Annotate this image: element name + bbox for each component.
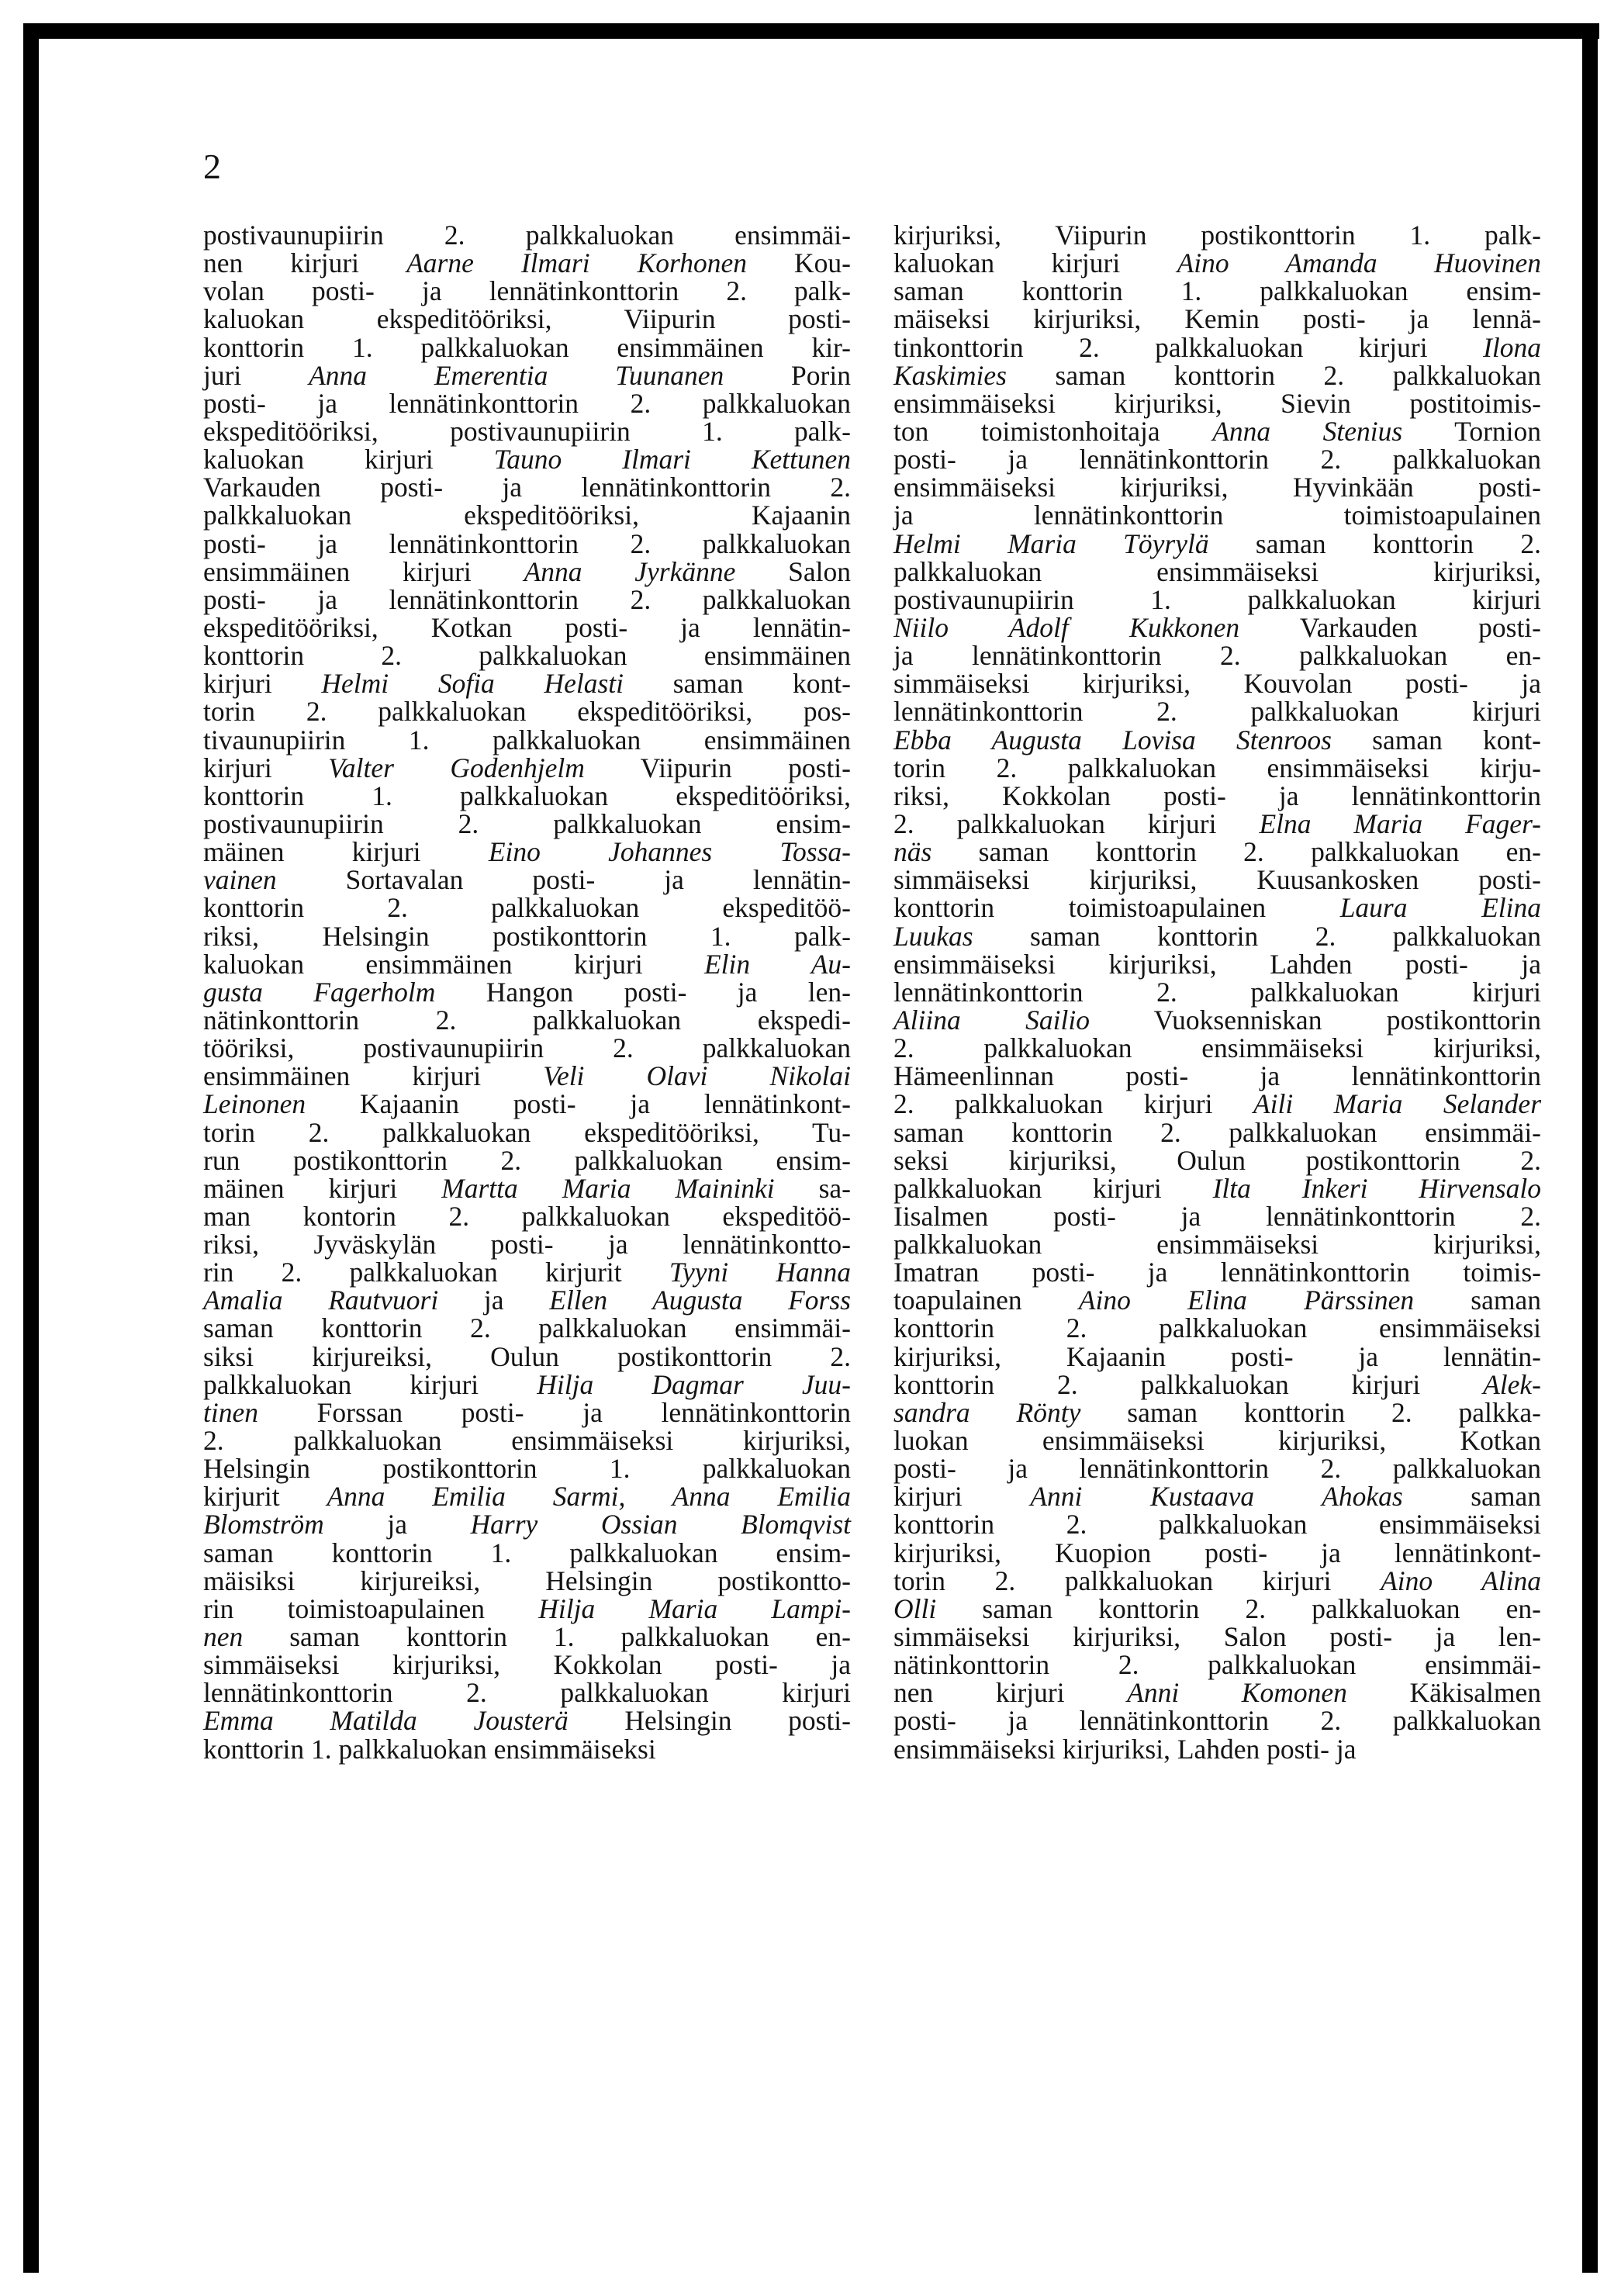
text-line: [893, 361, 1541, 389]
italic-name: Elna Maria Fager-: [1259, 807, 1541, 839]
text-line: [203, 389, 851, 417]
text-run: ekspeditööriksi, Kotkan posti- ja lennätin-: [203, 611, 851, 643]
text-run: kirjuriksi, Kajaanin posti- ja lennätin-: [893, 1340, 1541, 1372]
text-line: [893, 754, 1541, 782]
text-run: luokan ensimmäiseksi kirjuriksi, Kotkan: [893, 1425, 1541, 1457]
text-run: Imatran posti- ja lennätinkonttorin toimis-: [893, 1257, 1541, 1288]
text-run: run postikonttorin 2. palkkaluokan ensim-: [203, 1144, 851, 1176]
text-line: [203, 1034, 851, 1062]
text-run: Kajaanin posti- ja lennätinkont-: [306, 1088, 851, 1120]
italic-name: Emma Matilda Jousterä: [203, 1705, 569, 1737]
text-line: [203, 1623, 851, 1651]
text-line: [203, 1340, 851, 1372]
text-run: posti- ja lennätinkonttorin 2. palkkaluokan: [893, 444, 1541, 475]
text-run: saman konttorin 2. palkkaluokan: [973, 920, 1541, 952]
text-run: kirjurit: [203, 1481, 327, 1513]
text-line: [893, 331, 1541, 363]
text-run: ensimmäiseksi kirjuriksi, Lahden posti- ja: [893, 1733, 1357, 1765]
text-run: Käkisalmen: [1346, 1677, 1541, 1709]
text-run: seksi kirjuriksi, Oulun postikonttorin 2.: [893, 1144, 1541, 1176]
text-line: [203, 1258, 851, 1286]
text-run: mäinen kirjuri: [203, 1172, 442, 1204]
text-line: [203, 1677, 851, 1709]
text-line: [203, 978, 851, 1006]
text-line: [203, 866, 851, 894]
text-line: [203, 922, 851, 950]
text-run: Kou-: [747, 247, 851, 279]
italic-name: Anna Stenius: [1212, 415, 1403, 447]
text-run: saman kont-: [624, 668, 851, 700]
text-line: [893, 1396, 1542, 1428]
text-run: ensimmäinen kirjuri: [203, 555, 524, 587]
text-run: riksi, Helsingin postikonttorin 1. palk-: [203, 920, 851, 952]
text-line: [893, 1539, 1541, 1567]
text-line: [203, 1510, 851, 1538]
text-line: [203, 1735, 851, 1763]
text-run: saman konttorin 1. palkkaluokan en-: [243, 1621, 851, 1653]
text-run: saman konttorin 2. palkkaluokan: [1006, 359, 1541, 391]
text-line: [203, 1286, 851, 1314]
text-line: [893, 1677, 1541, 1709]
text-line: [203, 1539, 851, 1567]
text-run: posti- ja lennätinkonttorin 2. palkkaluokan: [203, 583, 851, 615]
text-run: toapulainen: [893, 1285, 1079, 1316]
italic-name: Aino Amanda Huovinen: [1177, 247, 1541, 279]
text-run: palkkaluokan kirjuri: [893, 1172, 1213, 1204]
italic-name: Kaskimies: [893, 359, 1007, 391]
text-line: [893, 305, 1541, 333]
text-run: posti- ja lennätinkonttorin 2. palkkaluokan: [893, 1705, 1541, 1737]
text-run: palkkaluokan ensimmäiseksi kirjuriksi,: [893, 555, 1541, 587]
text-run: saman konttorin 2.: [1208, 527, 1541, 559]
text-run: saman konttorin 2. palkkaluokan ensimmäi-: [893, 1116, 1541, 1148]
text-run: Varkauden posti- ja lennätinkonttorin 2.: [203, 472, 851, 503]
italic-name: sandra Rönty: [893, 1396, 1081, 1428]
text-run: rin 2. palkkaluokan kirjurit: [203, 1257, 669, 1288]
italic-name: Ebba Augusta Lovisa Stenroos: [893, 724, 1332, 756]
text-run: nätinkonttorin 2. palkkaluokan ekspedi-: [203, 1004, 851, 1036]
italic-name: Aino Alina: [1381, 1565, 1541, 1596]
text-line: [893, 527, 1541, 559]
text-line: [893, 277, 1541, 305]
text-line: [893, 668, 1541, 700]
text-line: [203, 782, 851, 810]
text-run: ensimmäiseksi kirjuriksi, Lahden posti- ja: [893, 948, 1541, 980]
text-run: siksi kirjureiksi, Oulun postikonttorin 2.: [203, 1340, 851, 1372]
text-line: [893, 1202, 1541, 1230]
text-line: [893, 473, 1541, 501]
text-line: [203, 305, 851, 333]
text-column-right: [893, 221, 1541, 1763]
text-run: palkkaluokan ekspeditööriksi, Kajaanin: [203, 500, 851, 531]
text-run: volan posti- ja lennätinkonttorin 2. palk-: [203, 275, 851, 307]
text-run: saman konttorin 2. palkka-: [1080, 1396, 1542, 1428]
italic-name: Amalia Rautvuori: [203, 1285, 439, 1316]
text-run: saman konttorin 1. palkkaluokan ensim-: [203, 1537, 851, 1568]
text-line: [893, 1425, 1541, 1457]
text-run: Hämeenlinnan posti- ja lennätinkonttorin: [893, 1060, 1541, 1092]
text-run: lennätinkonttorin 2. palkkaluokan kirjuri: [893, 976, 1541, 1008]
text-line: [203, 754, 851, 782]
text-line: [893, 1735, 1541, 1763]
text-line: [203, 527, 851, 559]
text-run: riksi, Jyväskylän posti- ja lennätinkontto-: [203, 1229, 851, 1260]
text-line: [893, 1258, 1541, 1286]
text-line: [203, 1230, 851, 1258]
italic-name: Ilta Inkeri Hirvensalo: [1212, 1172, 1541, 1204]
text-run: Varkauden posti-: [1239, 611, 1541, 643]
text-run: man kontorin 2. palkkaluokan ekspeditöö-: [203, 1200, 851, 1232]
text-line: [893, 1006, 1541, 1034]
text-line: [893, 807, 1541, 839]
text-line: [893, 1510, 1541, 1538]
text-run: ensimmäiseksi kirjuriksi, Hyvinkään posti-: [893, 472, 1541, 503]
text-run: ensimmäinen kirjuri: [203, 1060, 544, 1092]
text-run: palkkaluokan kirjuri: [203, 1368, 537, 1400]
italic-name: Tauno Ilmari Kettunen: [493, 444, 852, 475]
text-line: [203, 838, 851, 866]
italic-name: Elin Au-: [703, 948, 851, 980]
text-line: [893, 1116, 1541, 1148]
text-run: tööriksi, postivaunupiirin 2. palkkaluokan: [203, 1032, 851, 1064]
text-run: rin toimistoapulainen: [203, 1592, 539, 1624]
italic-name: Veli Olavi Nikolai: [543, 1060, 851, 1092]
page-border-right: [1582, 23, 1598, 2273]
text-run: saman: [1414, 1285, 1541, 1316]
text-run: kirjuri: [203, 752, 329, 783]
italic-name: Leinonen: [203, 1088, 306, 1120]
text-line: [203, 331, 851, 363]
text-line: [893, 501, 1541, 529]
text-run: tinkonttorin 2. palkkaluokan kirjuri: [893, 331, 1484, 363]
text-line: [893, 1034, 1541, 1062]
italic-name: gusta Fagerholm: [203, 976, 436, 1008]
text-run: Helsingin postikonttorin 1. palkkaluokan: [203, 1453, 851, 1485]
text-line: [203, 950, 851, 978]
italic-name: Aino Elina Pärssinen: [1078, 1285, 1415, 1316]
text-line: [203, 1651, 851, 1679]
text-run: Forssan posti- ja lennätinkonttorin: [257, 1396, 851, 1428]
text-line: [203, 894, 851, 922]
page-border-left: [23, 23, 39, 2273]
text-line: [893, 1368, 1541, 1400]
text-run: mäiseksi kirjuriksi, Kemin posti- ja lennä-: [893, 303, 1541, 335]
italic-name: Anna Emilia Sarmi, Anna Emilia: [327, 1481, 851, 1513]
text-line: [893, 978, 1541, 1006]
text-run: konttorin 1. palkkaluokan ensimmäinen kir-: [203, 331, 851, 363]
text-line: [203, 1090, 851, 1118]
text-run: posti- ja lennätinkonttorin 2. palkkaluokan: [203, 527, 851, 559]
text-line: [203, 1368, 851, 1400]
text-line: [203, 1006, 851, 1034]
text-run: torin 2. palkkaluokan ekspeditööriksi, pos-: [203, 696, 851, 728]
text-run: saman konttorin 2. palkkaluokan ensimmäi-: [203, 1312, 851, 1344]
text-line: [203, 640, 851, 672]
text-line: [893, 1592, 1541, 1624]
text-run: kirjuri: [893, 1481, 1031, 1513]
text-line: [203, 1453, 851, 1485]
italic-name: Laura Elina: [1339, 892, 1541, 924]
text-run: riksi, Kokkolan posti- ja lennätinkonttorin: [893, 780, 1541, 811]
italic-name: Eino Johannes Tossa-: [488, 836, 851, 868]
text-line: [893, 555, 1541, 587]
text-run: palkkaluokan ensimmäiseksi kirjuriksi,: [893, 1229, 1541, 1260]
text-run: torin 2. palkkaluokan ensimmäiseksi kirju-: [893, 752, 1541, 783]
italic-name: Niilo Adolf Kukkonen: [893, 611, 1240, 643]
italic-name: Hilja Maria Lampi-: [538, 1592, 852, 1624]
text-line: [203, 1062, 851, 1090]
text-line: [893, 1481, 1541, 1513]
text-run: nen kirjuri: [893, 1677, 1128, 1709]
text-run: kaluokan kirjuri: [893, 247, 1177, 279]
text-run: kaluokan ekspeditööriksi, Viipurin posti-: [203, 303, 851, 335]
text-run: simmäiseksi kirjuriksi, Kouvolan posti- ja: [893, 668, 1541, 700]
text-run: Vuoksenniskan postikonttorin: [1089, 1004, 1541, 1036]
italic-name: Aili Maria Selander: [1253, 1088, 1542, 1120]
italic-name: Ilona: [1483, 331, 1541, 363]
italic-name: Anni Kustaava Ahokas: [1030, 1481, 1403, 1513]
text-run: simmäiseksi kirjuriksi, Kuusankosken posti-: [893, 864, 1541, 896]
text-run: lennätinkonttorin 2. palkkaluokan kirjuri: [203, 1677, 851, 1709]
text-line: [203, 1314, 851, 1342]
text-run: postivaunupiirin 2. palkkaluokan ensim-: [203, 807, 851, 839]
italic-name: Helmi Maria Töyrylä: [893, 527, 1209, 559]
page-border-top: [23, 23, 1599, 39]
text-run: kirjuri: [203, 668, 322, 700]
italic-name: Olli: [893, 1592, 937, 1624]
text-line: [203, 807, 851, 839]
text-line: [203, 1425, 851, 1457]
page-number: 2: [203, 147, 221, 186]
text-line: [203, 1705, 851, 1737]
text-line: [893, 726, 1541, 754]
text-run: 2. palkkaluokan kirjuri: [893, 807, 1260, 839]
italic-name: Anni Komonen: [1127, 1677, 1347, 1709]
text-run: torin 2. palkkaluokan kirjuri: [893, 1565, 1381, 1596]
text-line: [203, 361, 851, 389]
text-line: [893, 1623, 1541, 1651]
text-run: saman konttorin 2. palkkaluokan en-: [936, 1592, 1541, 1624]
text-line: [893, 583, 1541, 615]
text-line: [893, 1567, 1541, 1595]
text-line: [203, 583, 851, 615]
text-run: konttorin 2. palkkaluokan ensimmäiseksi: [893, 1509, 1541, 1540]
text-run: 2. palkkaluokan ensimmäiseksi kirjuriksi,: [203, 1425, 851, 1457]
text-run: ja lennätinkonttorin toimistoapulainen: [893, 500, 1541, 531]
text-run: kaluokan ensimmäinen kirjuri: [203, 948, 704, 980]
text-line: [893, 1146, 1541, 1174]
text-line: [203, 221, 851, 249]
text-line: [893, 611, 1541, 643]
text-run: Viipurin posti-: [584, 752, 851, 783]
text-run: konttorin 1. palkkaluokan ekspeditööriksi,: [203, 780, 851, 811]
text-run: ja lennätinkonttorin 2. palkkaluokan en-: [893, 640, 1541, 672]
text-run: saman: [1402, 1481, 1541, 1513]
text-run: lennätinkonttorin 2. palkkaluokan kirjuri: [893, 696, 1541, 728]
text-line: [203, 1116, 851, 1148]
text-run: Hangon posti- ja len-: [435, 976, 851, 1008]
italic-name: Luukas: [893, 920, 973, 952]
italic-name: tinen: [203, 1396, 258, 1428]
text-run: kirjuriksi, Viipurin postikonttorin 1. palk-: [893, 220, 1541, 251]
text-line: [893, 1090, 1541, 1118]
text-run: konttorin 2. palkkaluokan ekspeditöö-: [203, 892, 851, 924]
text-line: [203, 277, 851, 305]
text-line: [893, 894, 1541, 922]
text-line: [203, 668, 851, 700]
text-run: tivaunupiirin 1. palkkaluokan ensimmäinen: [203, 724, 851, 756]
text-run: 2. palkkaluokan kirjuri: [893, 1088, 1253, 1120]
text-run: Porin: [724, 359, 851, 391]
text-line: [893, 389, 1541, 417]
italic-name: Alek-: [1483, 1368, 1541, 1400]
text-run: kaluokan kirjuri: [203, 444, 494, 475]
text-line: [203, 473, 851, 501]
text-line: [893, 249, 1541, 277]
text-column-left: [203, 221, 851, 1763]
text-line: [893, 1286, 1541, 1314]
text-line: [203, 1174, 851, 1202]
text-run: konttorin 1. palkkaluokan ensimmäiseksi: [203, 1733, 656, 1765]
text-run: nätinkonttorin 2. palkkaluokan ensimmäi-: [893, 1649, 1541, 1681]
italic-name: Hilja Dagmar Juu-: [537, 1368, 851, 1400]
text-line: [893, 1651, 1541, 1679]
text-run: konttorin 2. palkkaluokan ensimmäinen: [203, 640, 851, 672]
text-run: posti- ja lennätinkonttorin 2. palkkaluokan: [203, 387, 851, 419]
text-line: [203, 1567, 851, 1595]
text-run: ja: [438, 1285, 550, 1316]
italic-name: Aarne Ilmari Korhonen: [406, 247, 747, 279]
text-run: postivaunupiirin 1. palkkaluokan kirjuri: [893, 583, 1541, 615]
text-line: [893, 696, 1541, 728]
text-line: [203, 1396, 851, 1428]
italic-name: Valter Godenhjelm: [328, 752, 585, 783]
text-run: torin 2. palkkaluokan ekspeditööriksi, Tu-: [203, 1116, 851, 1148]
text-line: [893, 1230, 1541, 1258]
text-run: simmäiseksi kirjuriksi, Kokkolan posti- ja: [203, 1649, 851, 1681]
text-run: ja: [323, 1509, 471, 1540]
italic-name: Aliina Sailio: [893, 1004, 1090, 1036]
text-line: [893, 221, 1541, 249]
text-run: Helsingin posti-: [568, 1705, 851, 1737]
text-run: postivaunupiirin 2. palkkaluokan ensimmäi-: [203, 220, 851, 251]
text-line: [203, 501, 851, 529]
italic-name: vainen: [203, 864, 277, 896]
text-run: saman konttorin 2. palkkaluokan en-: [931, 836, 1541, 868]
text-line: [893, 1453, 1541, 1485]
text-line: [203, 445, 851, 473]
italic-name: nen: [203, 1621, 244, 1653]
text-run: mäinen kirjuri: [203, 836, 489, 868]
text-run: ekspeditööriksi, postivaunupiirin 1. palk-: [203, 415, 851, 447]
text-line: [893, 640, 1541, 672]
text-line: [203, 696, 851, 728]
text-line: [893, 417, 1541, 445]
text-line: [203, 611, 851, 643]
text-line: [893, 922, 1541, 950]
text-line: [893, 445, 1541, 473]
text-line: [893, 838, 1541, 866]
italic-name: Anna Jyrkänne: [524, 555, 736, 587]
text-line: [893, 782, 1541, 810]
italic-name: Helmi Sofia Helasti: [321, 668, 624, 700]
text-run: simmäiseksi kirjuriksi, Salon posti- ja len-: [893, 1621, 1541, 1653]
text-run: konttorin toimistoapulainen: [893, 892, 1340, 924]
text-line: [203, 417, 851, 445]
text-line: [203, 1592, 852, 1624]
text-line: [203, 726, 851, 754]
text-line: [893, 1062, 1541, 1090]
text-run: saman konttorin 1. palkkaluokan ensim-: [893, 275, 1541, 307]
text-line: [893, 1174, 1541, 1202]
text-line: [893, 1340, 1541, 1372]
italic-name: Harry Ossian Blomqvist: [470, 1509, 851, 1540]
text-run: nen kirjuri: [203, 247, 407, 279]
text-line: [203, 1481, 851, 1513]
text-run: Sortavalan posti- ja lennätin-: [276, 864, 851, 896]
text-line: [203, 1146, 851, 1174]
text-line: [893, 950, 1541, 978]
text-run: Salon: [735, 555, 851, 587]
italic-name: Ellen Augusta Forss: [549, 1285, 852, 1316]
text-run: saman kont-: [1331, 724, 1541, 756]
text-run: kirjuriksi, Kuopion posti- ja lennätinkont-: [893, 1537, 1541, 1568]
text-run: sa-: [774, 1172, 851, 1204]
text-run: ton toimistonhoitaja: [893, 415, 1213, 447]
text-run: Iisalmen posti- ja lennätinkonttorin 2.: [893, 1200, 1541, 1232]
text-run: konttorin 2. palkkaluokan ensimmäiseksi: [893, 1312, 1541, 1344]
text-line: [203, 555, 851, 587]
text-line: [203, 1202, 851, 1230]
italic-name: Martta Maria Maininki: [441, 1172, 775, 1204]
italic-name: Tyyni Hanna: [669, 1257, 852, 1288]
text-line: [893, 866, 1541, 894]
text-run: konttorin 2. palkkaluokan kirjuri: [893, 1368, 1484, 1400]
text-run: 2. palkkaluokan ensimmäiseksi kirjuriksi,: [893, 1032, 1541, 1064]
text-run: mäisiksi kirjureiksi, Helsingin postikontto-: [203, 1565, 851, 1596]
text-run: posti- ja lennätinkonttorin 2. palkkaluokan: [893, 1453, 1541, 1485]
text-line: [203, 249, 851, 277]
text-line: [893, 1705, 1541, 1737]
italic-name: näs: [893, 836, 932, 868]
text-run: ensimmäiseksi kirjuriksi, Sievin postitoimis-: [893, 387, 1541, 419]
italic-name: Anna Emerentia Tuunanen: [309, 359, 724, 391]
italic-name: Blomström: [203, 1509, 324, 1540]
text-line: [893, 1314, 1541, 1342]
text-run: Tornion: [1402, 415, 1542, 447]
text-run: juri: [203, 359, 309, 391]
